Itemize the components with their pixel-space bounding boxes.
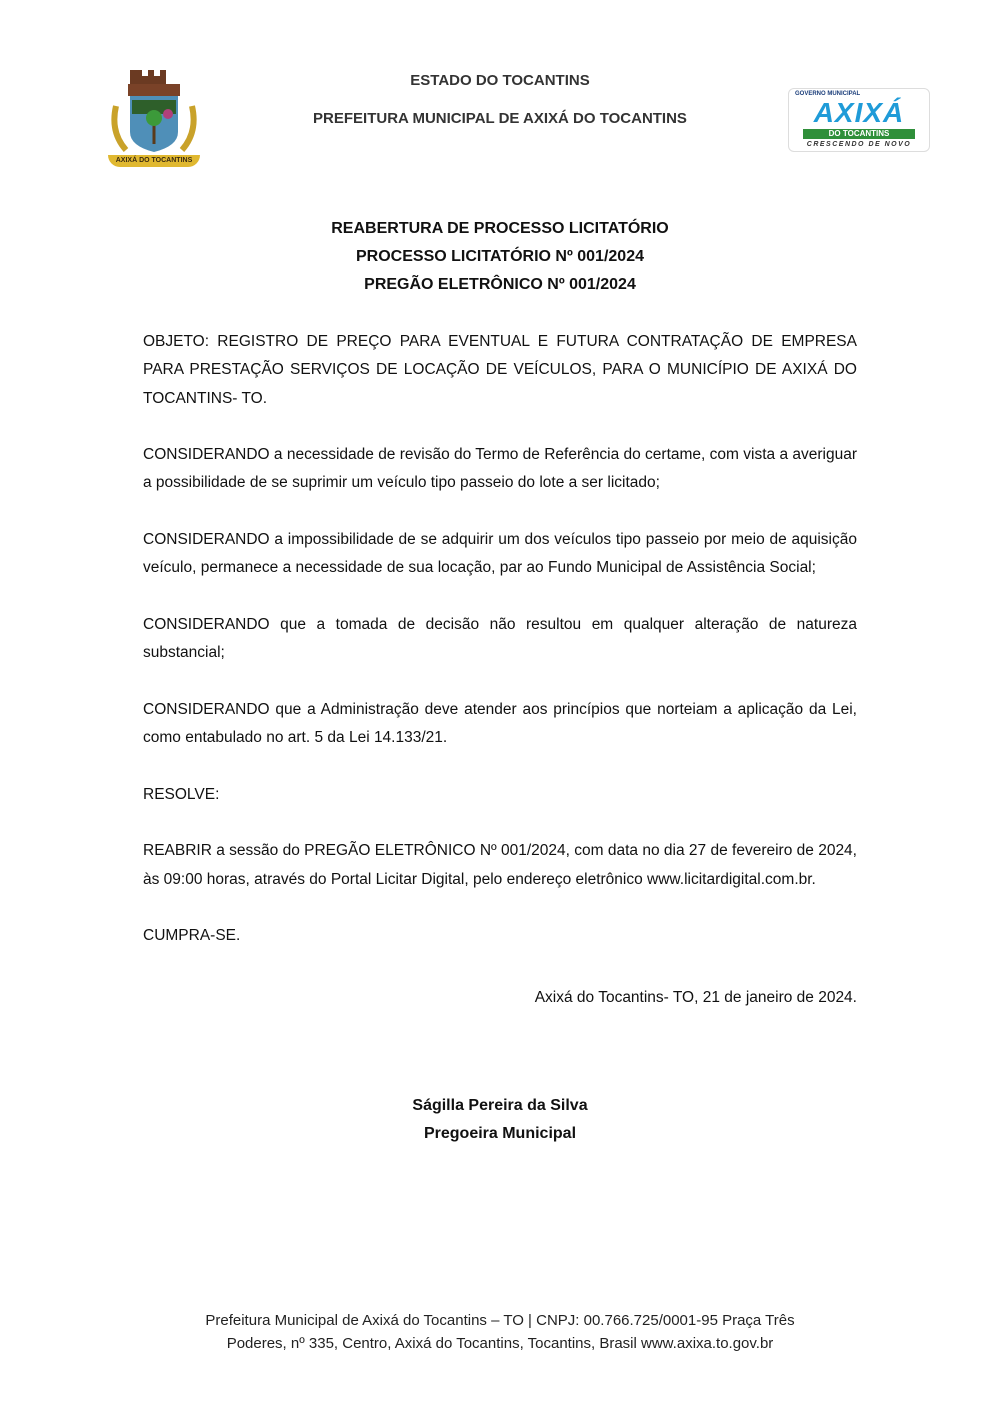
document-title: [0, 215, 1000, 299]
coat-of-arms-ribbon-text: AXIXÁ DO TOCANTINS: [108, 155, 200, 167]
reabrir-paragraph: REABRIR a sessão do PREGÃO ELETRÔNICO Nº 001/2024, com data no dia 27 de fevereiro de 2024, às 09:00 horas, através do Portal Licitar Digital, pelo endereço eletrônico www.licitardigital.com.br.: [143, 842, 857, 888]
considerando-paragraph-1: CONSIDERANDO a necessidade de revisão do Termo de Referência do certame, com vista a averiguar a possibilidade de se suprimir um veículo tipo passeio do lote a ser licitado;: [143, 446, 857, 492]
footer-line-1: Prefeitura Municipal de Axixá do Tocantins – TO | CNPJ: 00.766.725/0001-95 Praça Três: [205, 1312, 795, 1329]
signatory-name: Ságilla Pereira da Silva: [412, 1096, 588, 1114]
title-line-3: PREGÃO ELETRÔNICO Nº 001/2024: [364, 276, 636, 293]
place-date: Axixá do Tocantins- TO, 21 de janeiro de 2024.: [534, 988, 857, 1006]
objeto-paragraph: OBJETO: REGISTRO DE PREÇO PARA EVENTUAL E FUTURA CONTRATAÇÃO DE EMPRESA PARA PRESTAÇÃO SERVIÇOS DE LOCAÇÃO DE VEÍCULOS, PARA O MUNICÍPIO DE AXIXÁ DO TOCANTINS- TO.: [143, 333, 857, 407]
footer: [150, 1309, 850, 1355]
signatory-role: Pregoeira Municipal: [423, 1124, 577, 1142]
logo-sub-text: DO TOCANTINS: [803, 129, 915, 139]
document-body: [143, 328, 857, 1148]
cumpra-se: CUMPRA-SE.: [143, 927, 241, 945]
considerando-paragraph-3: CONSIDERANDO que a tomada de decisão não resultou em qualquer alteração de natureza substancial;: [143, 615, 857, 662]
logo-top-text: GOVERNO MUNICIPAL: [795, 91, 861, 97]
considerando-paragraph-2: CONSIDERANDO a impossibilidade de se adquirir um dos veículos tipo passeio por meio de aquisição veículo, permanece a necessidade de sua locação, par ao Fundo Municipal de Assistência Social;: [143, 531, 857, 577]
axixa-government-logo: [788, 88, 930, 152]
header-state: ESTADO DO TOCANTINS: [410, 72, 590, 89]
logo-main-text: AXIXÁ: [813, 97, 905, 128]
title-line-2: PROCESSO LICITATÓRIO Nº 001/2024: [356, 248, 644, 265]
header-prefeitura: PREFEITURA MUNICIPAL DE AXIXÁ DO TOCANTINS: [313, 110, 687, 127]
title-line-1: REABERTURA DE PROCESSO LICITATÓRIO: [331, 220, 669, 237]
considerando-paragraph-4: CONSIDERANDO que a Administração deve atender aos princípios que norteiam a aplicação da Lei, como entabulado no art. 5 da Lei 14.133/21.: [143, 700, 857, 747]
signature-block: [143, 1092, 857, 1148]
resolve-label: RESOLVE:: [143, 785, 220, 803]
logo-slogan: CRESCENDO DE NOVO: [806, 141, 912, 148]
footer-line-2: Poderes, nº 335, Centro, Axixá do Tocantins, Tocantins, Brasil www.axixa.to.gov.br: [226, 1335, 774, 1352]
